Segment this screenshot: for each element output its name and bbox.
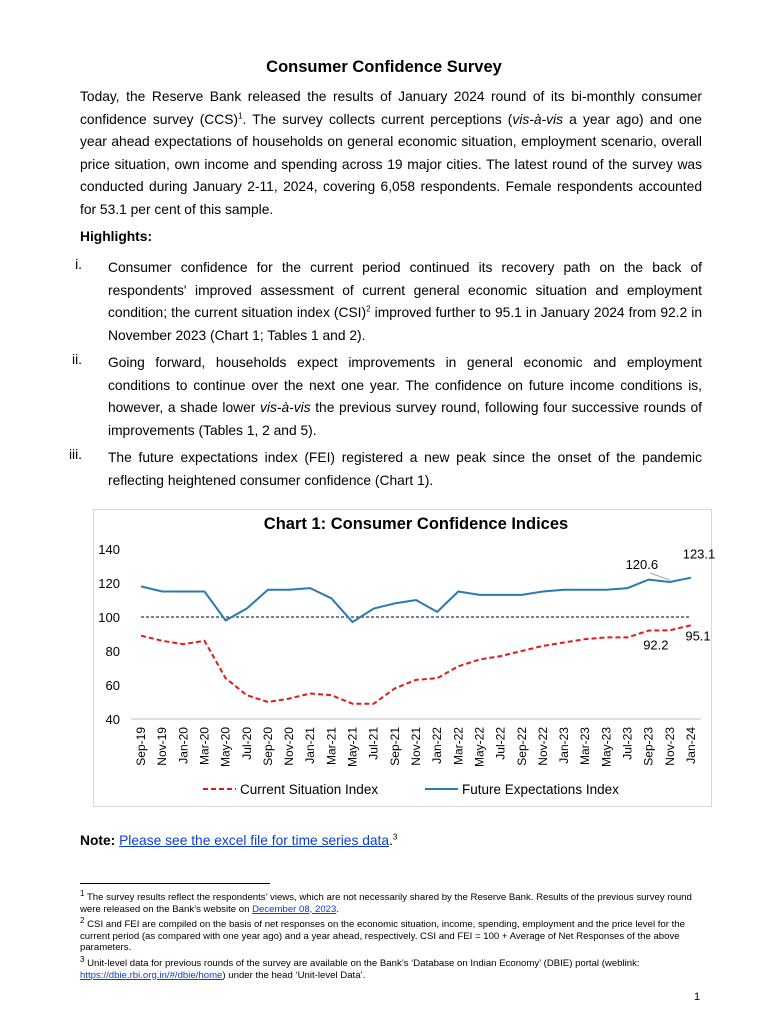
x-tick-label: Jan-20 xyxy=(176,727,191,764)
intro-text-3: a year ago) and one year ahead expectations of households on general economic situation, employment scenario, overall price situation, own income and spending across 19 major cities. The latest round of the survey was conducted during January 2-11, 2024, covering 6,058 respondents. Female respondents accounted for 53.1 per cent of this sample. xyxy=(80,111,702,217)
note-label: Note: xyxy=(80,833,116,848)
x-tick-label: Jan-22 xyxy=(430,727,445,764)
highlight-text: The future expectations index (FEI) registered a new peak since the onset of the pandemic reflecting heightened consumer confidence (Chart 1). xyxy=(108,450,702,488)
highlight-number: iii. xyxy=(68,447,82,462)
x-tick-label: Nov-22 xyxy=(535,727,550,766)
note-tail: . xyxy=(389,833,393,848)
intro-text-2: . The survey collects current perceptions ( xyxy=(242,111,513,127)
x-tick-label: Sep-23 xyxy=(641,727,656,766)
footnote-number: 3 xyxy=(80,954,85,964)
x-tick-label: Sep-21 xyxy=(387,727,402,766)
data-label: 120.6 xyxy=(625,556,659,572)
csi-series-line xyxy=(141,625,691,703)
y-tick-label: 60 xyxy=(105,678,120,693)
footnote-ref-3: 3 xyxy=(392,832,398,842)
y-tick-label: 140 xyxy=(98,542,120,557)
footnote-text: CSI and FEI are compiled on the basis of net responses on the economic situation, income, spending, employment and the price level for the current period (as compared with one year ago) and a year ahead, respectively. CSI and FEI = 100 + Average of Net Responses of the above parameters. xyxy=(80,919,685,954)
highlight-text: improved further to 95.1 in January 2024 from 92.2 in November 2023 (Chart 1; Tables 1 and 2). xyxy=(108,305,702,343)
x-tick-label: Jul-20 xyxy=(239,727,254,760)
legend-label-fei: Future Expectations Index xyxy=(462,782,619,797)
footnote-text: . xyxy=(336,903,340,915)
chart-title: Chart 1: Consumer Confidence Indices xyxy=(263,515,569,533)
footnote-number: 2 xyxy=(80,915,85,925)
data-label: 95.1 xyxy=(685,628,711,644)
footnote-text: ) under the head ‘Unit-level Data’. xyxy=(222,969,366,981)
footnote-text: The survey results reflect the respondents’ views, which are not necessarily shared by the Reserve Bank. Results of the previous survey round were released on the Bank’s website on xyxy=(80,892,692,915)
x-tick-label: Nov-21 xyxy=(409,727,423,766)
x-tick-label: Mar-20 xyxy=(197,727,212,766)
x-tick-label: Jan-23 xyxy=(557,727,572,764)
x-tick-label: Nov-20 xyxy=(282,727,297,766)
x-tick-label: May-21 xyxy=(345,727,360,768)
data-label-leader xyxy=(650,573,670,580)
highlight-text: Going forward, households expect improvements in general economic and employment conditions to continue over the next one year. The confidence on future income conditions is, however, a shade lower xyxy=(108,355,702,415)
page-title: Consumer Confidence Survey xyxy=(266,58,502,76)
y-tick-label: 80 xyxy=(105,644,120,659)
footnote-1 xyxy=(80,888,702,915)
x-tick-label: Jul-23 xyxy=(620,727,635,760)
consumer-confidence-chart xyxy=(94,510,716,806)
footnote-3 xyxy=(80,954,702,981)
x-tick-label: May-23 xyxy=(599,727,614,768)
highlight-text: the previous survey round, following four successive rounds of improvements (Tables 1, 2 and 5). xyxy=(108,400,702,438)
x-tick-label: Jul-22 xyxy=(493,727,508,760)
x-tick-label: Jan-24 xyxy=(684,727,698,764)
highlight-item xyxy=(108,447,702,492)
intro-text-1: Today, the Reserve Bank released the results of January 2024 round of its bi-monthly consumer confidence survey (CCS) xyxy=(80,89,702,127)
x-tick-label: Mar-21 xyxy=(324,727,339,766)
y-tick-label: 120 xyxy=(98,576,120,591)
x-tick-label: Sep-19 xyxy=(134,727,148,766)
x-tick-label: Sep-22 xyxy=(514,727,529,766)
note-line xyxy=(80,833,397,848)
x-tick-label: Jul-21 xyxy=(366,727,381,760)
x-tick-label: Mar-23 xyxy=(578,727,593,766)
page-number: 1 xyxy=(694,991,701,1003)
footnote-divider xyxy=(80,883,270,884)
footnote-number: 1 xyxy=(80,888,85,898)
dbie-portal-link[interactable]: https://dbie.rbi.org.in/#/dbie/home xyxy=(80,969,223,981)
highlight-number: ii. xyxy=(72,352,82,367)
x-tick-label: Nov-19 xyxy=(155,727,170,766)
x-tick-label: Jan-21 xyxy=(303,727,318,764)
legend-label-csi: Current Situation Index xyxy=(240,782,379,797)
x-tick-label: May-22 xyxy=(472,727,487,768)
data-label: 123.1 xyxy=(682,546,716,562)
highlights-heading: Highlights: xyxy=(80,229,153,244)
previous-release-link[interactable]: December 08, 2023 xyxy=(252,903,337,915)
highlight-text: Consumer confidence for the current period continued its recovery path on the back of respondents' improved assessment of current general economic situation and employment condition; the current situation index (CSI) xyxy=(108,260,702,320)
excel-data-link[interactable]: Please see the excel file for time series data xyxy=(119,833,390,848)
intro-vis-a-vis: vis-à-vis xyxy=(512,111,563,127)
footnote-ref-1: 1 xyxy=(238,110,243,120)
data-label: 92.2 xyxy=(643,637,669,653)
footnote-text: Unit-level data for previous rounds of the survey are available on the Bank’s ‘Database on Indian Economy’ (DBIE) portal (weblink: xyxy=(84,958,640,969)
highlight-number: i. xyxy=(75,257,82,272)
intro-paragraph xyxy=(80,86,702,221)
footnote-ref-2: 2 xyxy=(366,304,371,314)
footnote-2 xyxy=(80,915,702,954)
x-tick-label: Nov-23 xyxy=(662,727,677,766)
highlight-item xyxy=(108,352,702,442)
y-tick-label: 100 xyxy=(98,610,120,625)
x-tick-label: May-20 xyxy=(218,727,233,768)
x-tick-label: Sep-20 xyxy=(260,727,275,766)
x-tick-label: Mar-22 xyxy=(451,727,466,766)
fei-series-line xyxy=(141,578,691,622)
highlight-vis-a-vis: vis-à-vis xyxy=(260,400,311,415)
y-tick-label: 40 xyxy=(105,712,120,727)
highlight-item xyxy=(108,257,702,347)
chart-container xyxy=(93,509,716,807)
